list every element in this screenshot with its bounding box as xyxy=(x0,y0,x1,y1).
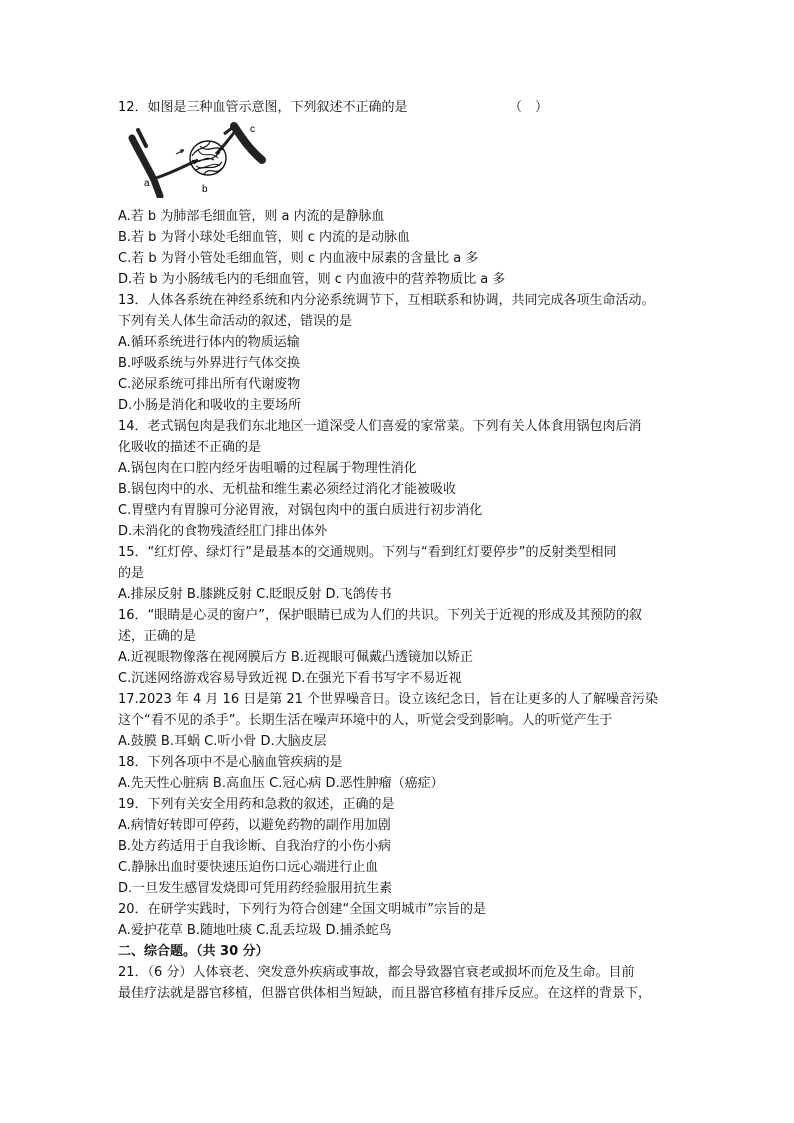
q12-stem-text: 12．如图是三种血管示意图，下列叙述不正确的是 xyxy=(118,100,408,115)
q12-option-b: B.若 b 为肾小球处毛细血管，则 c 内流的是动脉血 xyxy=(118,230,410,245)
q19-stem: 19．下列有关安全用药和急救的叙述，正确的是 xyxy=(118,797,395,812)
blood-vessel-diagram xyxy=(124,120,274,198)
exam-content xyxy=(118,97,680,1004)
q13-option-d: D.小肠是消化和吸收的主要场所 xyxy=(118,398,302,413)
q21-stem-line-1: 21．（6 分）人体衰老、突发意外疾病或事故，都会导致器官衰老或损坏而危及生命。目前 xyxy=(118,965,635,980)
q14-option-a: A.锅包肉在口腔内经牙齿咀嚼的过程属于物理性消化 xyxy=(118,461,417,476)
q21-stem-line-2: 最佳疗法就是器官移植，但器官供体相当短缺，而且器官移植有排斥反应。在这样的背景下， xyxy=(118,986,652,1001)
q15-stem-line-2: 的是 xyxy=(118,566,145,581)
q17-stem-line-1: 17.2023 年 4 月 16 日是第 21 个世界噪音日。设立该纪念日，旨在让更多的人了解噪音污染 xyxy=(118,692,659,707)
blood-vessel-figure xyxy=(124,120,274,198)
q12-option-a: A.若 b 为肺部毛细血管，则 a 内流的是静脉血 xyxy=(118,209,385,224)
q14-stem-line-1: 14．老式锅包肉是我们东北地区一道深受人们喜爱的家常菜。下列有关人体食用锅包肉后消 xyxy=(118,419,642,434)
q19-option-b: B.处方药适用于自我诊断、自我治疗的小伤小病 xyxy=(118,839,392,854)
q17-options: A.鼓膜 B.耳蜗 C.听小骨 D.大脑皮层 xyxy=(118,734,327,749)
q16-stem-line-1: 16．“眼睛是心灵的窗户”，保护眼睛已成为人们的共识。下列关于近视的形成及其预防的叙 xyxy=(118,608,643,623)
q13-option-b: B.呼吸系统与外界进行气体交换 xyxy=(118,356,301,371)
q13-option-a: A.循环系统进行体内的物质运输 xyxy=(118,335,300,350)
q20-stem: 20．在研学实践时，下列行为符合创建“全国文明城市”宗旨的是 xyxy=(118,902,487,917)
figure-label-b: b xyxy=(202,184,208,195)
q12-option-d: D.若 b 为小肠绒毛内的毛细血管，则 c 内血液中的营养物质比 a 多 xyxy=(118,272,506,287)
q20-options: A.爱护花草 B.随地吐痰 C.乱丢垃圾 D.捕杀蛇鸟 xyxy=(118,923,392,938)
q16-stem-line-2: 述，正确的是 xyxy=(118,629,197,644)
q17-stem-line-2: 这个“看不见的杀手”。长期生活在噪声环境中的人，听觉会受到影响。人的听觉产生于 xyxy=(118,713,613,728)
q12-option-c: C.若 b 为肾小管处毛细血管，则 c 内血液中尿素的含量比 a 多 xyxy=(118,251,479,266)
section-2-title: 二、综合题。（共 30 分） xyxy=(118,944,269,959)
q16-options-cd: C.沉迷网络游戏容易导致近视 D.在强光下看书写字不易近视 xyxy=(118,671,462,686)
q13-option-c: C.泌尿系统可排出所有代谢废物 xyxy=(118,377,301,392)
figure-label-c: c xyxy=(250,124,255,135)
q13-stem-line-1: 13．人体各系统在神经系统和内分泌系统调节下，互相联系和协调，共同完成各项生命活动。 xyxy=(118,293,655,308)
q15-options: A.排尿反射 B.膝跳反射 C.眨眼反射 D.飞鸽传书 xyxy=(118,587,392,602)
q13-stem-line-2: 下列有关人体生命活动的叙述，错误的是 xyxy=(118,314,353,329)
q16-options-ab: A.近视眼物像落在视网膜后方 B.近视眼可佩戴凸透镜加以矫正 xyxy=(118,650,473,665)
q19-option-d: D.一旦发生感冒发烧即可凭用药经验服用抗生素 xyxy=(118,881,393,896)
q19-option-a: A.病情好转即可停药，以避免药物的副作用加剧 xyxy=(118,818,391,833)
q12-stem xyxy=(118,97,680,118)
q18-stem: 18．下列各项中不是心脑血管疾病的是 xyxy=(118,755,343,770)
q12-answer-bracket: （ ） xyxy=(509,100,549,115)
q14-option-d: D.未消化的食物残渣经肛门排出体外 xyxy=(118,524,328,539)
q14-stem-line-2: 化吸收的描述不正确的是 xyxy=(118,440,262,455)
q18-options: A.先天性心脏病 B.高血压 C.冠心病 D.恶性肿瘤（癌症） xyxy=(118,776,444,791)
figure-label-a: a xyxy=(144,178,150,189)
q15-stem-line-1: 15．“红灯停、绿灯行”是最基本的交通规则。下列与“看到红灯要停步”的反射类型相同 xyxy=(118,545,617,560)
q19-option-c: C.静脉出血时要快速压迫伤口远心端进行止血 xyxy=(118,860,379,875)
q14-option-c: C.胃壁内有胃腺可分泌胃液，对锅包肉中的蛋白质进行初步消化 xyxy=(118,503,483,518)
q14-option-b: B.锅包肉中的水、无机盐和维生素必须经过消化才能被吸收 xyxy=(118,482,457,497)
